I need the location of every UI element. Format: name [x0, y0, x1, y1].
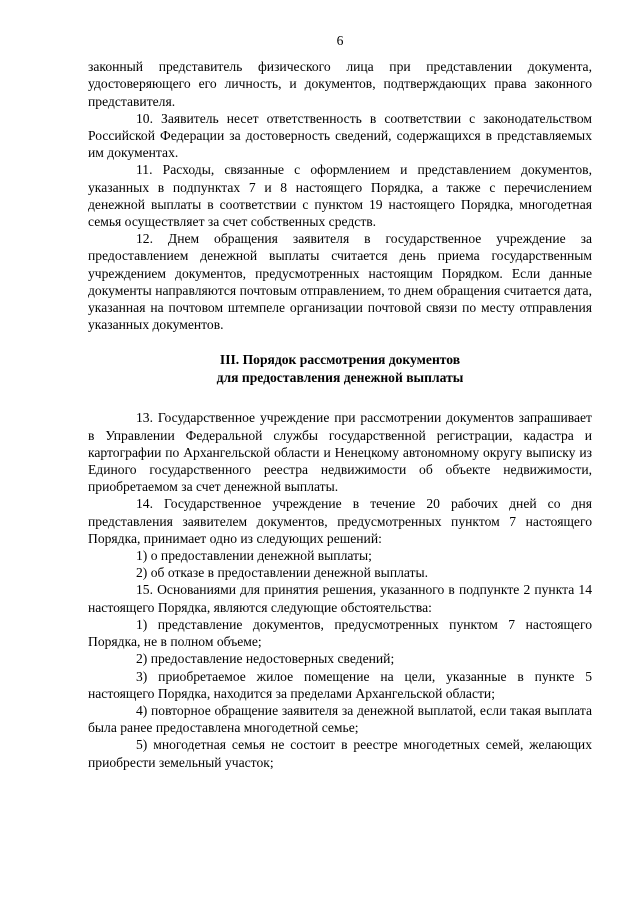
paragraph-14: 14. Государственное учреждение в течение 20 рабочих дней со дня представления заявителем документов, предусмотренных пунктом 7 настоящего Порядка, принимает одно из следующих решений: — [88, 496, 592, 546]
paragraph-continuation: законный представитель физического лица при представлении документа, удостоверяющего его личность, и документов, подтверждающих права законного представителя. — [88, 59, 592, 109]
list-item-15-5: 5) многодетная семья не состоит в реестре многодетных семей, желающих приобрести земельный участок; — [88, 737, 592, 770]
page-number: 6 — [336, 33, 344, 48]
list-item-14-2: 2) об отказе в предоставлении денежной выплаты. — [136, 565, 429, 581]
list-item-15-2: 2) предоставление недостоверных сведений; — [136, 651, 395, 667]
list-item-14-1: 1) о предоставлении денежной выплаты; — [136, 548, 372, 564]
paragraph-12: 12. Днем обращения заявителя в государственное учреждение за предоставлением денежной выплаты считается день приема государственным учреждением документов, предусмотренных настоящим Порядком. Если данные документы направляются почтовым отправлением, то днем обращения считается дата, указанная на почтовом штемпеле организации почтовой связи по месту отправления указанных документов. — [88, 231, 592, 333]
paragraph-13: 13. Государственное учреждение при рассмотрении документов запрашивает в Управлении Федеральной службы государственной регистрации, кадастра и картографии по Архангельской области и Ненецкому автономному округу выписку из Единого государственного реестра недвижимости об объекте недвижимости, приобретаемом за счет денежной выплаты. — [88, 410, 592, 495]
paragraph-15: 15. Основаниями для принятия решения, указанного в подпункте 2 пункта 14 настоящего Порядка, являются следующие обстоятельства: — [88, 582, 592, 615]
paragraph-11: 11. Расходы, связанные с оформлением и представлением документов, указанных в подпунктах 7 и 8 настоящего Порядка, а также с перечислением денежной выплаты в соответствии с пунктом 19 настоящего Порядка, многодетная семья осуществляет за счет собственных средств. — [88, 162, 592, 230]
paragraph-10: 10. Заявитель несет ответственность в соответствии с законодательством Российской Федерации за достоверность сведений, содержащихся в представляемых им документах. — [88, 110, 592, 161]
list-item-15-1: 1) представление документов, предусмотренных пунктом 7 настоящего Порядка, не в полном объеме; — [88, 616, 592, 650]
list-item-15-3: 3) приобретаемое жилое помещение на цели, указанные в пункте 5 настоящего Порядка, находится за пределами Архангельской области; — [88, 668, 592, 701]
section-heading-line-2: для предоставления денежной выплаты — [216, 370, 464, 386]
list-item-15-4: 4) повторное обращение заявителя за денежной выплатой, если такая выплата была ранее предоставлена многодетной семье; — [88, 702, 592, 736]
section-heading — [88, 351, 592, 387]
section-heading-line-1: III. Порядок рассмотрения документов — [219, 352, 461, 368]
